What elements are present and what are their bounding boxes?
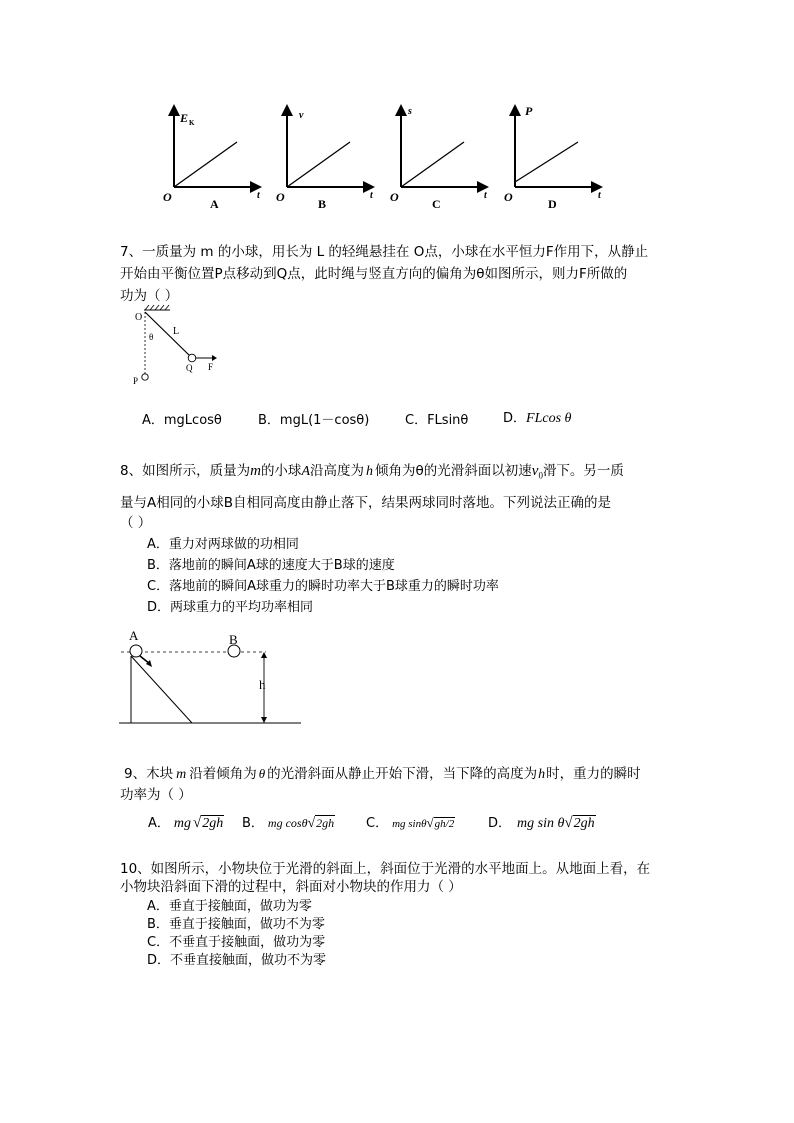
q9-option-a — [148, 812, 224, 832]
graph-c-origin: O — [390, 190, 399, 204]
graph-a-ylabel-sub: K — [189, 119, 195, 127]
q10-option-b: B．垂直于接触面，做功不为零 — [147, 917, 325, 932]
q9-line-1-c: 的光滑斜面从静止开始下滑，当下降的高度为 — [267, 766, 538, 782]
graph-c-caption: C — [432, 197, 441, 211]
q9-option-c-label: C． — [366, 816, 389, 831]
q9-option-d-label: D． — [488, 816, 512, 831]
q9-option-b-formula: mg cosθ — [267, 816, 308, 830]
q9-option-d-formula: mg sin θ — [517, 816, 565, 831]
graph-d-ylabel: P — [525, 104, 533, 118]
q9-line-1-d: 时，重力的瞬时 — [546, 766, 641, 782]
q7-fig-F: F — [208, 362, 214, 372]
graph-c — [390, 106, 488, 211]
graph-a-origin: O — [163, 190, 172, 204]
q7-fig-theta: θ — [149, 332, 154, 342]
q8-h: h — [366, 464, 373, 479]
q8-line-1-c: 沿高度为 — [310, 463, 364, 479]
graph-a-caption: A — [210, 197, 219, 211]
q7-pendulum-figure — [128, 304, 228, 390]
graph-b-xlabel: t — [370, 190, 373, 201]
q8-line-1 — [120, 462, 624, 486]
q7-option-d-formula: FLcos θ — [526, 411, 572, 426]
q8-m: m — [250, 463, 261, 479]
q8-incline-figure — [116, 628, 306, 728]
q7-option-b: B．mgL(1－cosθ) — [258, 413, 370, 428]
q7-line-1: 7、一质量为 m 的小球，用长为 L 的轻绳悬挂在 O点，小球在水平恒力F作用下，从静止 — [120, 244, 649, 260]
q8-fig-A: A — [129, 628, 139, 643]
q7-fig-O: O — [135, 312, 143, 323]
q8-option-c: C．落地前的瞬间A球重力的瞬时功率大于B球重力的瞬时功率 — [147, 579, 499, 594]
graph-d-origin: O — [504, 190, 513, 204]
graph-b-origin: O — [276, 190, 285, 204]
q8-option-a: A．重力对两球做的功相同 — [147, 537, 299, 552]
q8-line-3: （ ） — [120, 515, 152, 531]
q8-incline-svg — [116, 628, 306, 728]
q8-v-sub: 0 — [538, 470, 543, 481]
graph-b-caption: B — [318, 197, 327, 211]
q8-v: v — [531, 463, 539, 479]
q9-option-c-formula: mg sinθ — [392, 818, 427, 830]
q8-line-1-e: 滑下。另一质 — [542, 463, 624, 479]
graph-a — [163, 106, 261, 211]
q9-option-a-label: A． — [148, 816, 170, 831]
q8-line-1-a: 8、如图所示，质量为 — [120, 463, 251, 479]
q7-fig-L: L — [173, 326, 180, 337]
q10-option-d: D．不垂直接触面，做功不为零 — [147, 953, 327, 968]
q9-option-a-radicand: 2gh — [202, 816, 224, 831]
graph-d-caption: D — [548, 197, 557, 211]
q9-line-2: 功率为（ ） — [120, 787, 192, 803]
q9-theta: θ — [258, 766, 266, 781]
q8-fig-B: B — [229, 632, 238, 647]
graph-a-xlabel: t — [257, 190, 260, 201]
q8-fig-h: h — [259, 677, 266, 692]
graph-d — [504, 104, 602, 211]
graph-c-ylabel: s — [408, 106, 412, 117]
q7-option-d — [503, 409, 571, 428]
q9-option-b-label: B． — [242, 816, 264, 831]
graph-row — [160, 100, 620, 215]
graph-row-svg — [160, 100, 620, 215]
q9-option-c-sqrt: √ — [426, 815, 434, 830]
q8-option-b: B．落地前的瞬间A球的速度大于B球的速度 — [147, 558, 395, 573]
q7-option-c: C．FLsinθ — [405, 413, 469, 428]
q9-option-c — [366, 812, 455, 831]
q7-fig-Q: Q — [186, 363, 193, 373]
q7-option-a: A．mgLcosθ — [142, 413, 222, 428]
q8-line-1-d: 倾角为θ的光滑斜面以初速 — [375, 463, 532, 479]
q9-option-d — [488, 812, 596, 832]
q8-option-d: D．两球重力的平均功率相同 — [147, 600, 314, 615]
q9-line-1-a: 9、木块 — [124, 766, 174, 782]
q9-h: h — [538, 767, 546, 782]
q9-options — [148, 812, 628, 838]
q10-option-a: A．垂直于接触面，做功为零 — [147, 899, 312, 914]
q10-line-2: 小物块沿斜面下滑的过程中，斜面对小物块的作用力（ ） — [120, 879, 462, 895]
graph-a-ylabel: E — [180, 111, 189, 125]
q9-option-d-sqrt: √ — [564, 815, 573, 831]
q7-option-d-label: D． — [503, 411, 527, 426]
q9-option-c-radicand: gh/2 — [434, 818, 455, 830]
graph-c-xlabel: t — [484, 190, 487, 201]
q9-option-a-formula: mg — [173, 816, 192, 831]
q7-line-3: 功为（ ） — [120, 288, 179, 304]
q7-line-2: 开始由平衡位置P点移动到Q点，此时绳与竖直方向的偏角为θ如图所示，则力F所做的 — [120, 266, 628, 282]
graph-b — [276, 106, 374, 211]
q7-fig-P: P — [133, 376, 139, 386]
q9-line-1 — [124, 764, 641, 784]
q8-A: A — [301, 464, 310, 479]
graph-d-xlabel: t — [598, 190, 601, 201]
q9-m: m — [176, 767, 187, 782]
q9-option-b — [242, 812, 335, 832]
q10-option-c: C．不垂直于接触面，做功为零 — [147, 935, 326, 950]
q10-line-1: 10、如图所示，小物块位于光滑的斜面上，斜面位于光滑的水平地面上。从地面上看，在 — [120, 861, 651, 877]
q9-line-1-b: 沿着倾角为 — [189, 766, 257, 782]
q9-option-b-radicand: 2gh — [316, 816, 335, 830]
q7-pendulum-svg — [128, 304, 228, 390]
graph-b-ylabel: v — [299, 110, 304, 121]
q9-option-a-sqrt: √ — [193, 815, 202, 831]
q9-option-b-sqrt: √ — [307, 816, 316, 831]
q8-line-2: 量与A相同的小球B自相同高度由静止落下，结果两球同时落地。下列说法正确的是 — [120, 495, 611, 511]
q9-option-d-radicand: 2gh — [573, 816, 595, 831]
q8-line-1-b: 的小球 — [260, 463, 302, 479]
